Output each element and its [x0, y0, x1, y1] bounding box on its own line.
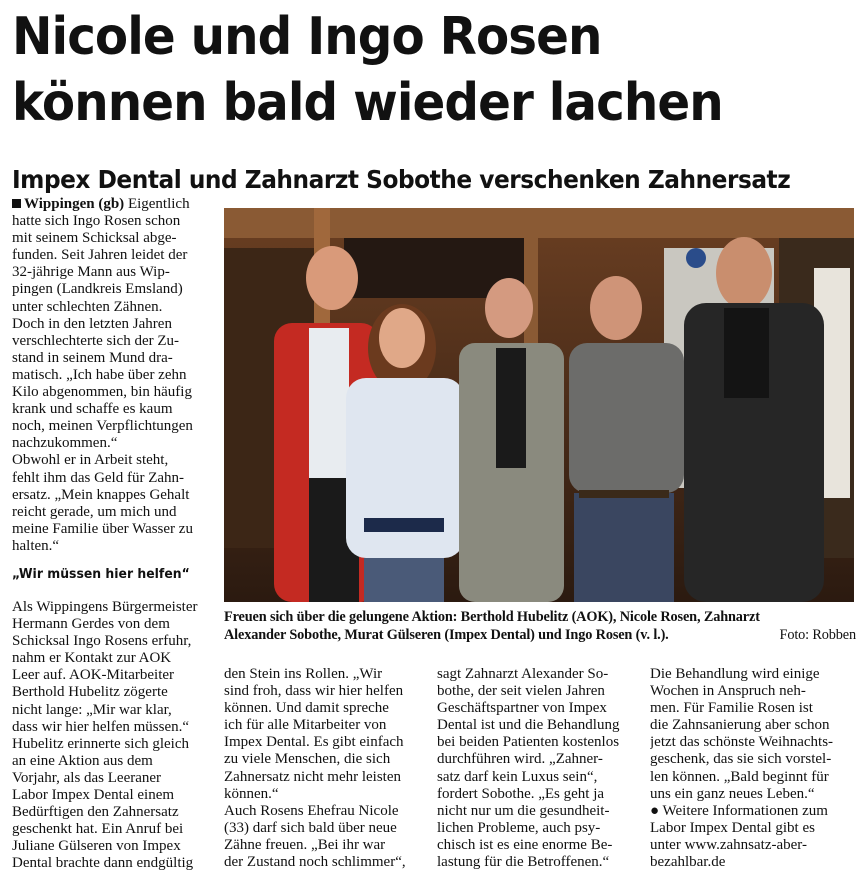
- text-line: zu viele Menschen, die sich: [224, 751, 391, 768]
- info-bullet-line: ● Weitere Informationen zum: [650, 802, 828, 819]
- text-line: Wochen in Anspruch neh-: [650, 683, 806, 700]
- text-line: Geschäftspartner von Impex: [437, 700, 607, 717]
- website-link-line[interactable]: unter www.zahnsatz-aber-: [650, 836, 807, 853]
- text-line: noch, meinen Verpflichtungen: [12, 418, 193, 435]
- text-line: Schicksal Ingo Rosens erfuhr,: [12, 633, 192, 650]
- text-line: Berthold Hubelitz zögerte: [12, 684, 168, 701]
- text-line: mit seinem Schicksal abge-: [12, 230, 177, 247]
- text-line: Die Behandlung wird einige: [650, 666, 820, 682]
- text-line: men. Für Familie Rosen ist: [650, 700, 813, 717]
- text-line: chisch ist es eine enorme Be-: [437, 836, 613, 853]
- text-line: stand in seinem Mund dra-: [12, 349, 173, 366]
- text-line: pingen (Landkreis Emsland): [12, 281, 183, 298]
- text-line: nicht lange: „Mir war klar,: [12, 701, 172, 718]
- text-line: Vorjahr, als das Leeraner: [12, 769, 162, 786]
- text-line: Bedürftigen den Zahnersatz: [12, 804, 179, 821]
- text-line: Hermann Gerdes von dem: [12, 616, 170, 633]
- headline-line-2: können bald wieder lachen: [12, 73, 723, 133]
- text-line: 32-jährige Mann aus Wip-: [12, 264, 170, 281]
- text-line: Auch Rosens Ehefrau Nicole: [224, 802, 399, 819]
- article-column-1-continued: [12, 599, 218, 873]
- text-line: ersatz. „Mein knappes Gehalt: [12, 486, 190, 503]
- text-line: der Zustand noch schlimmer“,: [224, 854, 406, 871]
- article-photo: [224, 208, 854, 602]
- text-line: Hubelitz erinnerte sich gleich: [12, 735, 190, 752]
- text-line: können.“: [224, 785, 279, 802]
- text-line: Zahnersatz nicht mehr leisten: [224, 768, 402, 785]
- text-line: können. Und damit spreche: [224, 700, 389, 717]
- text-line: meine Familie über Wasser zu: [12, 520, 193, 537]
- text-line: Labor Impex Dental einem: [12, 787, 175, 804]
- text-line: geschenkt hat. Ein Anruf bei: [12, 821, 184, 838]
- text-line: dass wir hier helfen müssen.“: [12, 718, 190, 735]
- article-column-2: [224, 666, 424, 871]
- text-line: Eigentlich: [127, 196, 190, 212]
- headline-line-1: Nicole und Ingo Rosen: [12, 7, 602, 67]
- headline: [12, 4, 793, 136]
- text-line: len können. „Bald beginnt für: [650, 768, 829, 785]
- text-line: lastung für die Betroffenen.“: [437, 854, 610, 871]
- text-line: nachzukommen.“: [12, 435, 118, 452]
- intermediate-heading: „Wir müssen hier helfen“: [12, 566, 190, 582]
- text-line: matisch. „Ich habe über zehn: [12, 366, 187, 383]
- square-bullet-icon: [12, 199, 21, 208]
- photo-caption: [224, 608, 858, 644]
- photo-illustration: [224, 208, 854, 602]
- dateline: Wippingen (gb): [24, 196, 125, 212]
- text-line: fordert Sobothe. „Es geht ja: [437, 785, 605, 802]
- text-line: fehlt ihm das Geld für Zahn-: [12, 469, 185, 486]
- article-column-3: [437, 666, 643, 871]
- text-line: bei beiden Patienten kostenlos: [437, 734, 620, 751]
- caption-line-2: [224, 626, 858, 644]
- text-line: die Zahnsanierung aber schon: [650, 717, 830, 734]
- text-line: reicht gerade, um mich und: [12, 503, 177, 520]
- text-line: satz darf kein Luxus sein“,: [437, 768, 598, 785]
- text-line: Impex Dental. Es gibt einfach: [224, 734, 404, 751]
- text-line: Dental brachte dann endgültig: [12, 855, 194, 872]
- text-line: Als Wippingens Bürgermeister: [12, 599, 198, 615]
- text-line: Dental ist und die Behandlung: [437, 717, 620, 734]
- text-line: (33) darf sich bald über neue: [224, 819, 397, 836]
- text-line: verschlechterte sich der Zu-: [12, 332, 179, 349]
- text-line: lichen Probleme, auch psy-: [437, 819, 601, 836]
- text-line: Obwohl er in Arbeit steht,: [12, 452, 169, 469]
- subheadline: Impex Dental und Zahnarzt Sobothe verschenken Zahnersatz: [12, 165, 791, 194]
- text-line: geschenk, das sie sich vorstel-: [650, 751, 832, 768]
- text-line: Labor Impex Dental gibt es: [650, 819, 815, 836]
- article-column-4: [650, 666, 860, 871]
- text-line: durchführen wird. „Zahner-: [437, 751, 603, 768]
- text-line: sagt Zahnarzt Alexander So-: [437, 666, 609, 682]
- text-line: uns ein ganz neues Leben.“: [650, 785, 815, 802]
- text-line: funden. Seit Jahren leidet der: [12, 247, 188, 264]
- text-line: unter schlechten Zähnen.: [12, 298, 163, 315]
- caption-line: Freuen sich über die gelungene Aktion: Berthold Hubelitz (AOK), Nicole Rosen, Zahnarzt: [224, 609, 760, 625]
- text-line: sind froh, dass wir hier helfen: [224, 683, 404, 700]
- column-1-first-line: [12, 196, 218, 213]
- text-line: halten.“: [12, 537, 60, 554]
- text-line: Doch in den letzten Jahren: [12, 315, 172, 332]
- text-line: ich für alle Mitarbeiter von: [224, 717, 387, 734]
- text-line: Leer auf. AOK-Mitarbeiter: [12, 667, 175, 684]
- text-line: an eine Aktion aus dem: [12, 752, 153, 769]
- website-link-line[interactable]: bezahlbar.de: [650, 854, 726, 871]
- text-line: jetzt das schönste Weihnachts-: [650, 734, 834, 751]
- text-line: hatte sich Ingo Rosen schon: [12, 213, 181, 230]
- text-line: bothe, der seit vielen Jahren: [437, 683, 605, 700]
- text-line: nahm er Kontakt zur AOK: [12, 650, 172, 667]
- text-line: Zähne freuen. „Bei ihr war: [224, 836, 386, 853]
- text-line: nicht nur um die gesundheit-: [437, 802, 610, 819]
- caption-text: Alexander Sobothe, Murat Gülseren (Impex Dental) und Ingo Rosen (v. l.).: [224, 627, 669, 643]
- text-line: Juliane Gülseren von Impex: [12, 838, 181, 855]
- photo-credit: Foto: Robben: [779, 627, 856, 643]
- text-line: den Stein ins Rollen. „Wir: [224, 666, 383, 682]
- text-line: krank und schaffe es kaum: [12, 401, 173, 418]
- text-line: Kilo abgenommen, bin häufig: [12, 384, 192, 401]
- article-column-1: [12, 196, 218, 555]
